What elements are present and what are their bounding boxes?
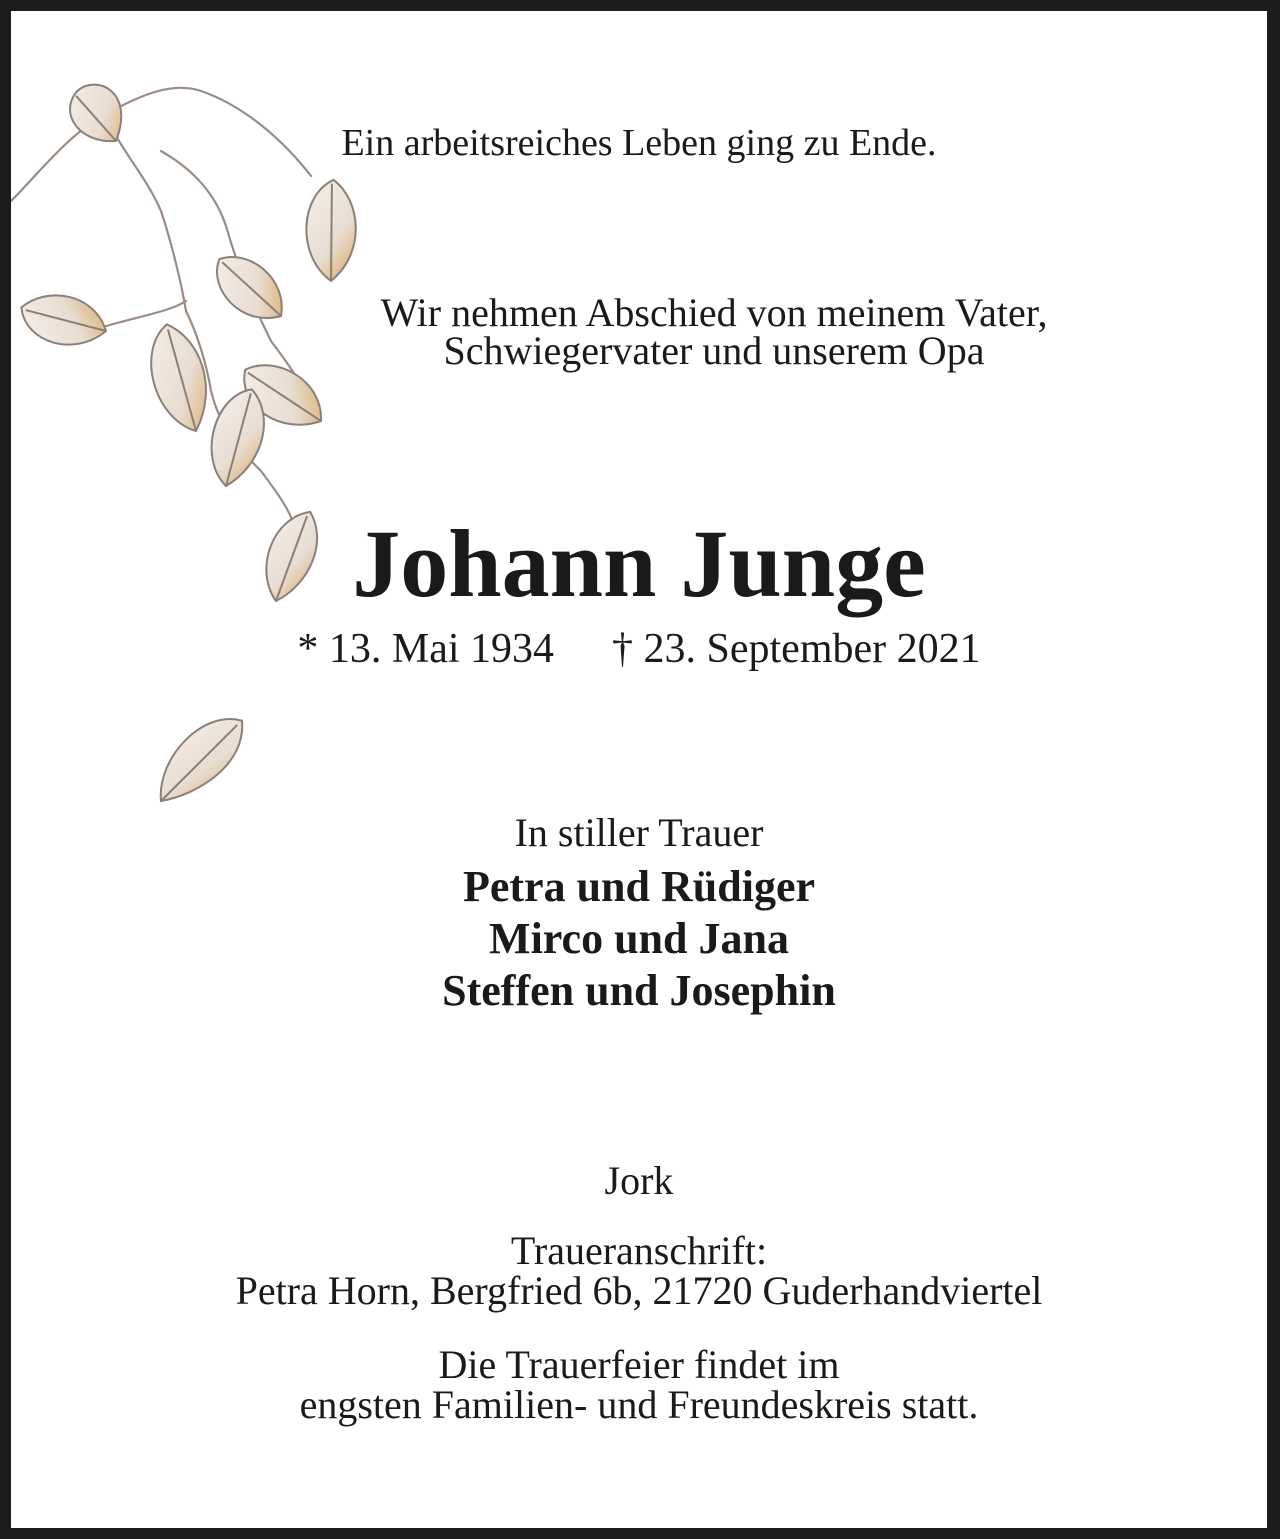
place-name: Jork: [604, 1158, 674, 1203]
deceased-name: Johann Junge: [352, 510, 926, 617]
mourner-list: [11, 861, 1267, 1017]
mourning-address: [11, 1228, 1267, 1313]
mourner-name: Steffen und Josephin: [442, 966, 836, 1015]
death-date: † 23. September 2021: [612, 626, 981, 672]
address-label: Traueranschrift:: [510, 1228, 768, 1273]
obituary-card: [11, 11, 1267, 1528]
mourning-heading: In stiller Trauer: [514, 810, 764, 855]
intro-text: Ein arbeitsreiches Leben ging zu Ende.: [341, 122, 937, 164]
address-value: Petra Horn, Bergfried 6b, 21720 Guderhandviertel: [235, 1268, 1043, 1313]
life-dates: [11, 625, 1267, 673]
farewell-text: Wir nehmen Abschied von meinem Vater, Schwiegervater und unserem Opa: [380, 290, 1048, 373]
mourner-name: Mirco und Jana: [489, 914, 789, 963]
mourner-name: Petra und Rüdiger: [463, 862, 815, 911]
ceremony-note: Die Trauerfeier findet im engsten Familien- und Freundeskreis statt.: [299, 1342, 979, 1427]
birth-date: * 13. Mai 1934: [297, 626, 555, 672]
